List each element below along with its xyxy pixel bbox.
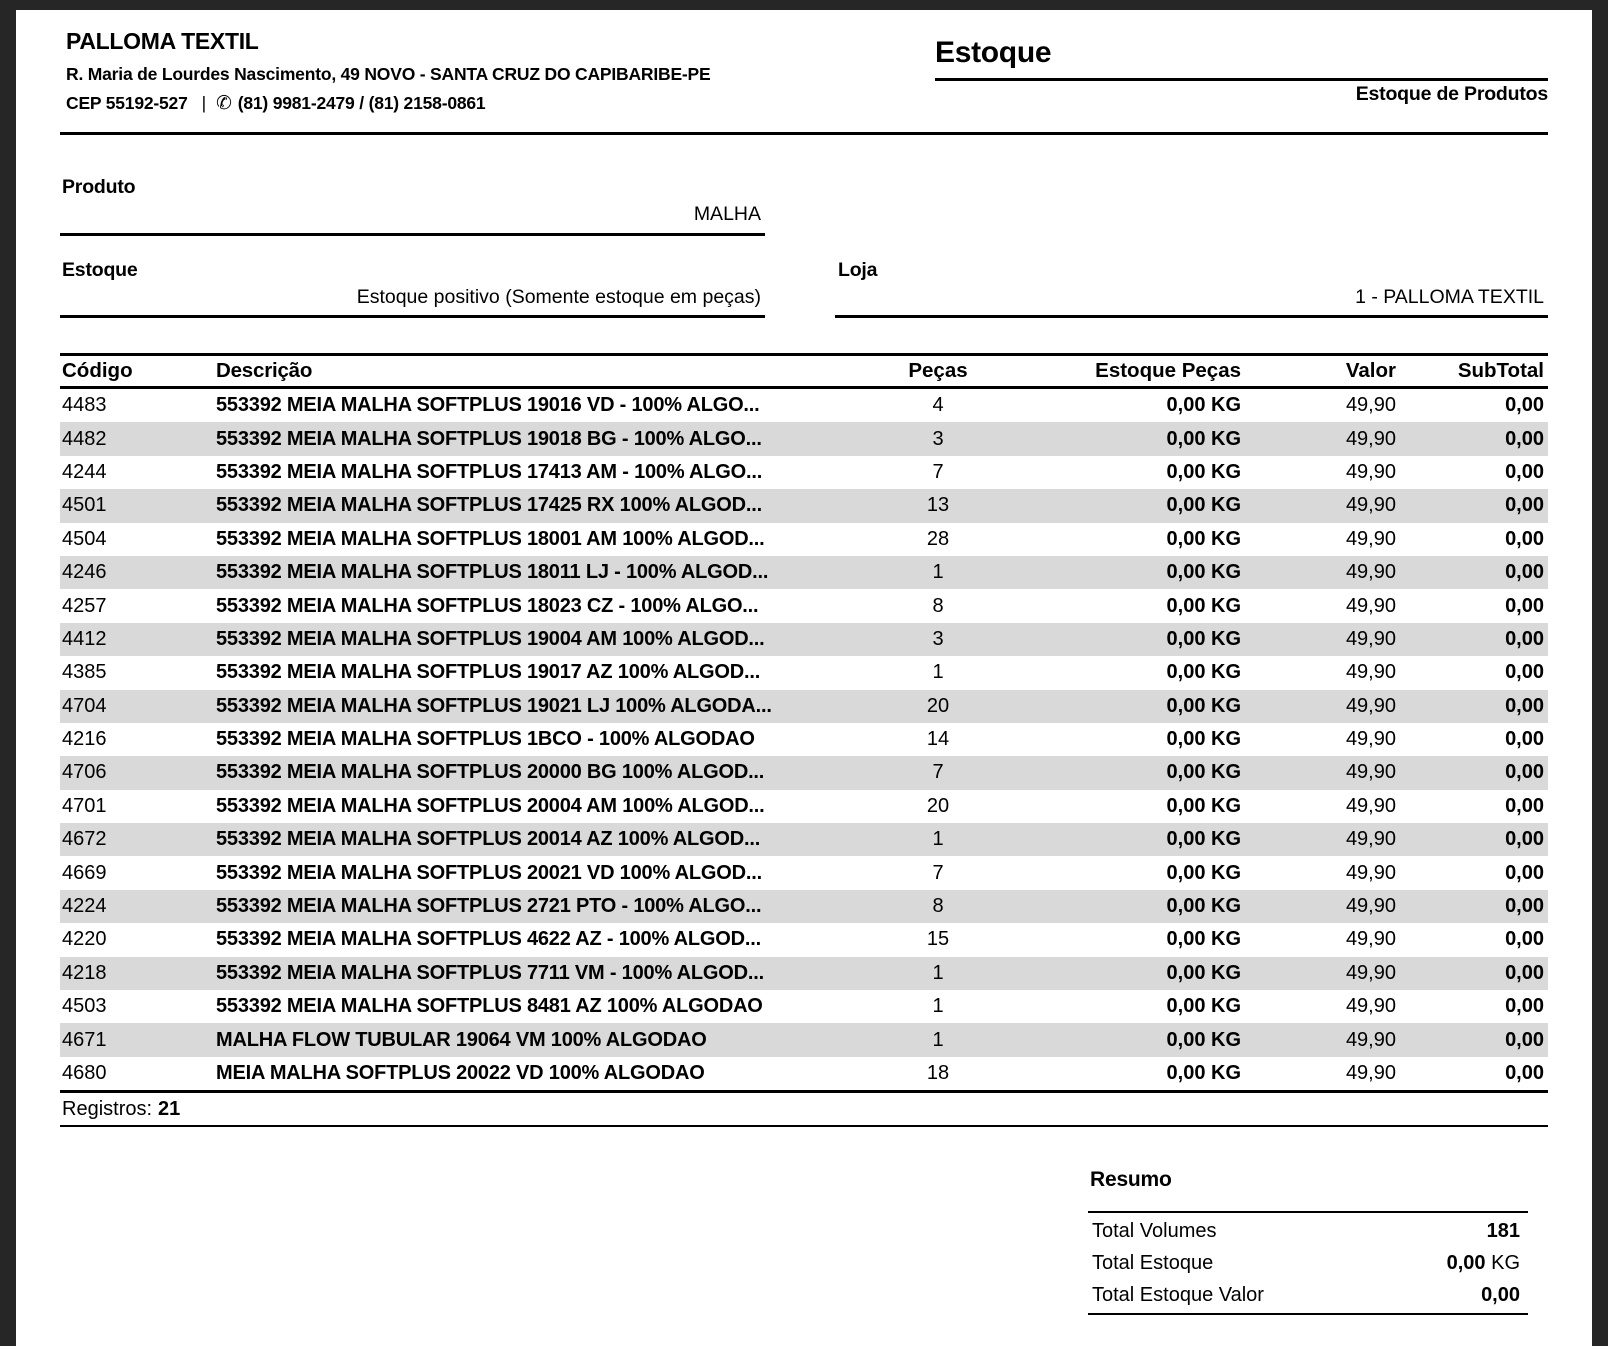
row-subtotal: 0,00 (1505, 427, 1544, 450)
row-pecas: 20 (926, 694, 950, 717)
column-header-subtotal: SubTotal (1457, 359, 1544, 382)
table-row (60, 456, 1548, 489)
row-pecas: 14 (926, 728, 950, 751)
report-subtitle: Estoque de Produtos (1355, 83, 1548, 105)
row-subtotal: 0,00 (1505, 961, 1544, 984)
row-descricao: 553392 MEIA MALHA SOFTPLUS 17413 AM - 100% ALGO... (216, 460, 763, 483)
row-pecas: 7 (932, 761, 944, 784)
filter-estoque-label: Estoque (62, 259, 138, 281)
row-codigo: 4483 (62, 394, 107, 417)
resumo-value: 181 (1486, 1219, 1520, 1242)
table-row (60, 890, 1548, 923)
row-codigo: 4680 (62, 1062, 107, 1084)
filter-estoque-value: Estoque positivo (Somente estoque em peças) (356, 286, 761, 308)
row-subtotal: 0,00 (1505, 694, 1544, 717)
viewer-frame-right (1592, 0, 1608, 1346)
row-estoque-pecas: 0,00 KG (1166, 494, 1241, 517)
company-contact (66, 92, 926, 115)
row-pecas: 3 (932, 427, 944, 450)
row-valor: 49,90 (1345, 995, 1396, 1018)
row-pecas: 8 (932, 895, 944, 918)
row-codigo: 4220 (62, 928, 107, 951)
filter-loja-value: 1 - PALLOMA TEXTIL (1355, 286, 1544, 308)
resumo-label: Total Estoque (1092, 1251, 1214, 1274)
row-descricao: 553392 MEIA MALHA SOFTPLUS 20014 AZ 100% ALGOD... (216, 828, 761, 851)
row-estoque-pecas: 0,00 KG (1166, 427, 1241, 450)
viewer-frame-top (0, 0, 1608, 10)
row-codigo: 4257 (62, 594, 107, 617)
row-subtotal: 0,00 (1505, 728, 1544, 751)
row-pecas: 1 (932, 995, 944, 1018)
registros-label: Registros: (62, 1097, 153, 1120)
row-descricao: MEIA MALHA SOFTPLUS 20022 VD 100% ALGODAO (216, 1062, 705, 1084)
row-pecas: 1 (932, 961, 944, 984)
row-codigo: 4706 (62, 761, 107, 784)
row-descricao: MALHA FLOW TUBULAR 19064 VM 100% ALGODAO (216, 1028, 707, 1051)
row-subtotal: 0,00 (1505, 661, 1544, 684)
row-estoque-pecas: 0,00 KG (1166, 460, 1241, 483)
row-pecas: 7 (932, 460, 944, 483)
row-estoque-pecas: 0,00 KG (1166, 627, 1241, 650)
phone-icon: ✆ (215, 93, 232, 114)
row-descricao: 553392 MEIA MALHA SOFTPLUS 19004 AM 100% ALGOD... (216, 627, 765, 650)
row-estoque-pecas: 0,00 KG (1166, 995, 1241, 1018)
table-row (60, 422, 1548, 455)
filter-loja-underline (835, 315, 1548, 318)
row-codigo: 4218 (62, 961, 107, 984)
row-descricao: 553392 MEIA MALHA SOFTPLUS 18023 CZ - 100% ALGO... (216, 594, 759, 617)
resumo-box (1088, 1211, 1528, 1315)
row-pecas: 15 (926, 928, 950, 951)
row-pecas: 8 (932, 594, 944, 617)
row-codigo: 4224 (62, 895, 107, 918)
row-pecas: 3 (932, 627, 944, 650)
row-codigo: 4385 (62, 661, 107, 684)
row-subtotal: 0,00 (1505, 995, 1544, 1018)
row-descricao: 553392 MEIA MALHA SOFTPLUS 20000 BG 100% ALGOD... (216, 761, 765, 784)
row-codigo: 4244 (62, 460, 107, 483)
company-header (66, 28, 926, 115)
row-pecas: 13 (926, 494, 950, 517)
row-descricao: 553392 MEIA MALHA SOFTPLUS 18011 LJ - 100% ALGOD... (216, 561, 769, 584)
row-valor: 49,90 (1345, 728, 1396, 751)
row-codigo: 4504 (62, 527, 107, 550)
row-subtotal: 0,00 (1505, 561, 1544, 584)
resumo-row-total-estoque-valor (1088, 1279, 1528, 1311)
row-descricao: 553392 MEIA MALHA SOFTPLUS 20021 VD 100% ALGOD... (216, 861, 762, 884)
company-address: R. Maria de Lourdes Nascimento, 49 NOVO - SANTA CRUZ DO CAPIBARIBE-PE (66, 64, 711, 84)
title-underline (935, 78, 1548, 81)
row-estoque-pecas: 0,00 KG (1166, 961, 1241, 984)
title-block (935, 36, 1548, 106)
row-valor: 49,90 (1345, 394, 1396, 417)
row-valor: 49,90 (1345, 828, 1396, 851)
filter-produto-underline (60, 233, 765, 236)
row-descricao: 553392 MEIA MALHA SOFTPLUS 1BCO - 100% ALGODAO (216, 728, 755, 751)
row-descricao: 553392 MEIA MALHA SOFTPLUS 7711 VM - 100% ALGOD... (216, 961, 764, 984)
row-estoque-pecas: 0,00 KG (1166, 794, 1241, 817)
resumo-row-total-estoque (1088, 1247, 1528, 1279)
resumo-label: Total Estoque Valor (1092, 1283, 1264, 1306)
row-pecas: 18 (926, 1062, 950, 1084)
row-subtotal: 0,00 (1505, 861, 1544, 884)
resumo-value: 0,00 (1481, 1283, 1520, 1306)
company-name: PALLOMA TEXTIL (66, 28, 259, 54)
row-descricao: 553392 MEIA MALHA SOFTPLUS 20004 AM 100% ALGOD... (216, 794, 765, 817)
table-row (60, 1057, 1548, 1090)
row-pecas: 1 (932, 661, 944, 684)
table-row (60, 389, 1548, 422)
row-valor: 49,90 (1345, 1062, 1396, 1084)
row-subtotal: 0,00 (1505, 627, 1544, 650)
row-subtotal: 0,00 (1505, 527, 1544, 550)
table-row (60, 790, 1548, 823)
table-row (60, 923, 1548, 956)
row-estoque-pecas: 0,00 KG (1166, 928, 1241, 951)
row-descricao: 553392 MEIA MALHA SOFTPLUS 8481 AZ 100% ALGODAO (216, 995, 763, 1018)
stock-table (60, 353, 1548, 1127)
row-subtotal: 0,00 (1505, 761, 1544, 784)
row-valor: 49,90 (1345, 594, 1396, 617)
filter-produto-value: MALHA (693, 203, 761, 225)
table-row (60, 589, 1548, 622)
row-valor: 49,90 (1345, 627, 1396, 650)
resumo-suffix: KG (1485, 1251, 1520, 1274)
row-codigo: 4501 (62, 494, 107, 517)
row-codigo: 4246 (62, 561, 107, 584)
row-pecas: 1 (932, 561, 944, 584)
row-pecas: 4 (932, 394, 944, 417)
row-valor: 49,90 (1345, 661, 1396, 684)
table-row (60, 656, 1548, 689)
row-codigo: 4672 (62, 828, 107, 851)
row-descricao: 553392 MEIA MALHA SOFTPLUS 18001 AM 100% ALGOD... (216, 527, 765, 550)
table-row (60, 823, 1548, 856)
resumo-row-total-volumes (1088, 1215, 1528, 1247)
row-codigo: 4701 (62, 794, 107, 817)
table-row (60, 623, 1548, 656)
table-header (60, 353, 1548, 389)
row-codigo: 4412 (62, 627, 107, 650)
row-subtotal: 0,00 (1505, 928, 1544, 951)
separator: | (201, 93, 206, 113)
row-estoque-pecas: 0,00 KG (1166, 895, 1241, 918)
row-valor: 49,90 (1345, 460, 1396, 483)
row-descricao: 553392 MEIA MALHA SOFTPLUS 19017 AZ 100% ALGOD... (216, 661, 761, 684)
row-pecas: 1 (932, 828, 944, 851)
resumo-label: Total Volumes (1092, 1219, 1217, 1242)
column-header-estoque-pecas: Estoque Peças (1095, 359, 1241, 382)
row-valor: 49,90 (1345, 928, 1396, 951)
company-phones: (81) 9981-2479 / (81) 2158-0861 (237, 93, 486, 113)
resumo-title: Resumo (1090, 1168, 1172, 1191)
row-valor: 49,90 (1345, 494, 1396, 517)
row-valor: 49,90 (1345, 861, 1396, 884)
viewer-frame-left (0, 0, 16, 1346)
row-estoque-pecas: 0,00 KG (1166, 861, 1241, 884)
row-subtotal: 0,00 (1505, 460, 1544, 483)
row-valor: 49,90 (1345, 961, 1396, 984)
row-descricao: 553392 MEIA MALHA SOFTPLUS 19016 VD - 100% ALGO... (216, 394, 760, 417)
row-descricao: 553392 MEIA MALHA SOFTPLUS 19018 BG - 100% ALGO... (216, 427, 762, 450)
row-subtotal: 0,00 (1505, 594, 1544, 617)
row-subtotal: 0,00 (1505, 494, 1544, 517)
row-valor: 49,90 (1345, 427, 1396, 450)
row-valor: 49,90 (1345, 1028, 1396, 1051)
filter-estoque-underline (60, 315, 765, 318)
table-row (60, 990, 1548, 1023)
company-cep: CEP 55192-527 (66, 93, 188, 113)
table-row (60, 690, 1548, 723)
table-row (60, 556, 1548, 589)
header-divider (60, 132, 1548, 135)
row-estoque-pecas: 0,00 KG (1166, 594, 1241, 617)
row-pecas: 28 (926, 527, 950, 550)
row-estoque-pecas: 0,00 KG (1166, 561, 1241, 584)
registros-row (60, 1093, 1548, 1127)
table-row (60, 523, 1548, 556)
row-estoque-pecas: 0,00 KG (1166, 1028, 1241, 1051)
table-row (60, 723, 1548, 756)
registros-value: 21 (158, 1097, 181, 1120)
row-subtotal: 0,00 (1505, 394, 1544, 417)
column-header-valor: Valor (1345, 359, 1396, 382)
row-valor: 49,90 (1345, 561, 1396, 584)
row-descricao: 553392 MEIA MALHA SOFTPLUS 17425 RX 100% ALGOD... (216, 494, 762, 517)
row-estoque-pecas: 0,00 KG (1166, 828, 1241, 851)
row-codigo: 4503 (62, 995, 107, 1018)
row-codigo: 4669 (62, 861, 107, 884)
table-row (60, 489, 1548, 522)
row-subtotal: 0,00 (1505, 794, 1544, 817)
row-codigo: 4671 (62, 1028, 107, 1051)
filter-produto-label: Produto (62, 176, 136, 198)
resumo-value: 0,00 (1446, 1251, 1486, 1274)
table-row (60, 756, 1548, 789)
row-estoque-pecas: 0,00 KG (1166, 394, 1241, 417)
row-subtotal: 0,00 (1505, 1062, 1544, 1084)
column-header-codigo: Código (62, 359, 133, 382)
row-codigo: 4482 (62, 427, 107, 450)
row-estoque-pecas: 0,00 KG (1166, 761, 1241, 784)
table-row (60, 1023, 1548, 1056)
table-body (60, 389, 1548, 1093)
row-estoque-pecas: 0,00 KG (1166, 1062, 1241, 1084)
row-valor: 49,90 (1345, 694, 1396, 717)
row-subtotal: 0,00 (1505, 828, 1544, 851)
row-valor: 49,90 (1345, 794, 1396, 817)
row-pecas: 7 (932, 861, 944, 884)
column-header-descricao: Descrição (216, 359, 313, 382)
row-pecas: 20 (926, 794, 950, 817)
row-estoque-pecas: 0,00 KG (1166, 661, 1241, 684)
resumo-section (1088, 1168, 1528, 1315)
table-row (60, 957, 1548, 990)
row-subtotal: 0,00 (1505, 895, 1544, 918)
row-estoque-pecas: 0,00 KG (1166, 694, 1241, 717)
row-subtotal: 0,00 (1505, 1028, 1544, 1051)
row-descricao: 553392 MEIA MALHA SOFTPLUS 2721 PTO - 100% ALGO... (216, 895, 762, 918)
column-header-pecas: Peças (908, 359, 968, 382)
row-estoque-pecas: 0,00 KG (1166, 728, 1241, 751)
row-valor: 49,90 (1345, 761, 1396, 784)
report-title: Estoque (935, 36, 1052, 69)
row-descricao: 553392 MEIA MALHA SOFTPLUS 4622 AZ - 100% ALGOD... (216, 928, 761, 951)
row-descricao: 553392 MEIA MALHA SOFTPLUS 19021 LJ 100% ALGODA... (216, 694, 772, 717)
filter-loja-label: Loja (838, 259, 878, 281)
row-valor: 49,90 (1345, 895, 1396, 918)
row-codigo: 4704 (62, 694, 107, 717)
row-codigo: 4216 (62, 728, 107, 751)
row-pecas: 1 (932, 1028, 944, 1051)
row-valor: 49,90 (1345, 527, 1396, 550)
table-row (60, 856, 1548, 889)
row-estoque-pecas: 0,00 KG (1166, 527, 1241, 550)
